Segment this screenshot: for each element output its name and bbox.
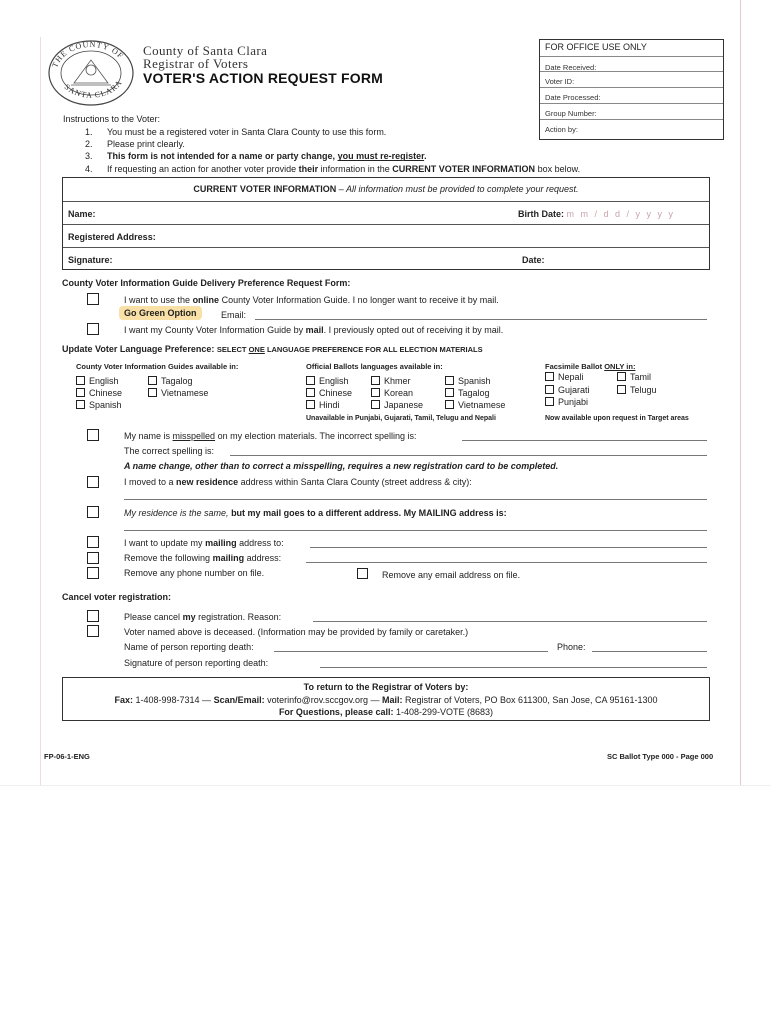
reporter-name-line[interactable] <box>274 651 548 652</box>
birth-date-field[interactable]: Birth Date: m m / d d / y y y y <box>518 209 676 219</box>
new-residence-line[interactable] <box>124 499 707 500</box>
office-row-date-processed: Date Processed: <box>540 87 723 102</box>
cancel-registration-text: Please cancel my registration. Reason: <box>124 612 282 622</box>
lang-fax-gujarati[interactable]: Gujarati <box>545 385 590 395</box>
lang-ballot-khmer[interactable]: Khmer <box>371 376 411 386</box>
office-row-voter-id: Voter ID: <box>540 71 723 86</box>
guide-languages-heading: County Voter Information Guides available in: <box>76 362 239 371</box>
online-guide-checkbox[interactable] <box>87 293 99 305</box>
date-label[interactable]: Date: <box>522 255 545 265</box>
instruction-item: 1. You must be a registered voter in Santa Clara County to use this form. <box>85 127 387 137</box>
update-mailing-checkbox[interactable] <box>87 536 99 548</box>
remove-phone-checkbox[interactable] <box>87 567 99 579</box>
form-title: VOTER'S ACTION REQUEST FORM <box>143 70 383 86</box>
mail-guide-text: I want my County Voter Information Guide by mail. I previously opted out of receiving it by mail. <box>124 325 504 335</box>
lang-ballot-hindi[interactable]: Hindi <box>306 400 340 410</box>
registered-address-label[interactable]: Registered Address: <box>68 232 156 242</box>
lang-guide-english[interactable]: English <box>76 376 119 386</box>
reporter-signature-line[interactable] <box>320 667 707 668</box>
cancel-reason-line[interactable] <box>313 621 707 622</box>
return-methods: Fax: 1-408-998-7314 — Scan/Email: voterinfo@rov.sccgov.org — Mail: Registrar of Voters, PO Box 611300, San Jose, CA 95161-1300 <box>114 695 658 705</box>
svg-text:SANTA CLARA: SANTA CLARA <box>62 77 125 100</box>
ballot-languages-note: Unavailable in Punjabi, Gujarati, Tamil, Telugu and Nepali <box>306 415 496 422</box>
update-mailing-line[interactable] <box>310 547 707 548</box>
instruction-item: 2. Please print clearly. <box>85 139 185 150</box>
lang-guide-vietnamese[interactable]: Vietnamese <box>148 388 208 398</box>
county-seal-icon <box>46 38 136 108</box>
language-heading: Update Voter Language Preference: SELECT ONE LANGUAGE PREFERENCE FOR ALL ELECTION MATERIALS <box>62 344 483 354</box>
online-guide-text: I want to use the online County Voter Information Guide. I no longer want to receive it by mail. <box>124 295 499 305</box>
moved-text: I moved to a new residence address within Santa Clara County (street address & city): <box>124 477 472 487</box>
lang-ballot-spanish[interactable]: Spanish <box>445 376 491 386</box>
lang-fax-telugu[interactable]: Telugu <box>617 385 657 395</box>
remove-phone-text: Remove any phone number on file. <box>124 568 265 578</box>
office-row-action-by: Action by: <box>540 119 723 134</box>
page-edge-left <box>40 37 41 785</box>
lang-ballot-japanese[interactable]: Japanese <box>371 400 423 410</box>
office-row-date-received: Date Received: <box>540 56 723 71</box>
lang-guide-tagalog[interactable]: Tagalog <box>148 376 193 386</box>
name-change-note: A name change, other than to correct a misspelling, requires a new registration card to be completed. <box>124 461 559 471</box>
reporter-signature-label: Signature of person reporting death: <box>124 658 269 668</box>
office-use-box <box>539 39 724 140</box>
update-mailing-text: I want to update my mailing address to: <box>124 538 284 548</box>
deceased-checkbox[interactable] <box>87 625 99 637</box>
misspelled-checkbox[interactable] <box>87 429 99 441</box>
instructions-list <box>85 126 580 175</box>
lang-ballot-korean[interactable]: Korean <box>371 388 413 398</box>
registrar-name: Registrar of Voters <box>143 56 249 71</box>
ballot-languages-heading: Official Ballots languages available in: <box>306 362 443 371</box>
lang-ballot-tagalog[interactable]: Tagalog <box>445 388 490 398</box>
svg-text:THE COUNTY OF: THE COUNTY OF <box>50 39 126 69</box>
name-label: Name: <box>68 209 96 219</box>
mailing-different-checkbox[interactable] <box>87 506 99 518</box>
phone-label: Phone: <box>557 642 586 652</box>
current-voter-info-box <box>62 177 710 270</box>
misspelled-text: My name is misspelled on my election materials. The incorrect spelling is: <box>124 431 417 441</box>
office-use-heading: FOR OFFICE USE ONLY <box>545 42 647 52</box>
page-edge-bottom <box>0 785 770 786</box>
cancel-heading: Cancel voter registration: <box>62 592 172 602</box>
remove-mailing-text: Remove the following mailing address: <box>124 553 282 563</box>
mailing-address-line[interactable] <box>124 530 707 531</box>
correct-spelling-label: The correct spelling is: <box>124 446 215 456</box>
facsimile-heading: Facsimile Ballot ONLY in: <box>545 362 636 371</box>
correct-spelling-line[interactable] <box>230 455 707 456</box>
incorrect-spelling-line[interactable] <box>462 440 707 441</box>
remove-mailing-checkbox[interactable] <box>87 552 99 564</box>
return-heading: To return to the Registrar of Voters by: <box>303 682 469 692</box>
signature-label[interactable]: Signature: <box>68 255 113 265</box>
lang-ballot-vietnamese[interactable]: Vietnamese <box>445 400 505 410</box>
lang-ballot-chinese[interactable]: Chinese <box>306 388 352 398</box>
phone-line[interactable] <box>592 651 707 652</box>
mailing-different-text: My residence is the same, but my mail goes to a different address. My MAILING address is: <box>124 508 507 518</box>
lang-fax-tamil[interactable]: Tamil <box>617 372 651 382</box>
page-edge-right <box>740 0 741 785</box>
cancel-registration-checkbox[interactable] <box>87 610 99 622</box>
return-questions: For Questions, please call: 1-408-299-VOTE (8683) <box>278 707 494 717</box>
moved-checkbox[interactable] <box>87 476 99 488</box>
return-box <box>62 677 710 721</box>
lang-ballot-english[interactable]: English <box>306 376 349 386</box>
lang-guide-chinese[interactable]: Chinese <box>76 388 122 398</box>
ballot-page-label: SC Ballot Type 000 - Page 000 <box>607 752 714 761</box>
reporter-name-label: Name of person reporting death: <box>124 642 254 652</box>
lang-fax-nepali[interactable]: Nepali <box>545 372 584 382</box>
office-row-group-number: Group Number: <box>540 103 723 118</box>
email-input-line[interactable] <box>255 319 707 320</box>
lang-guide-spanish[interactable]: Spanish <box>76 400 122 410</box>
go-green-badge: Go Green Option <box>119 306 202 320</box>
facsimile-note: Now available upon request in Target areas <box>545 415 689 422</box>
deceased-text: Voter named above is deceased. (Information may be provided by family or caretaker.) <box>124 627 469 637</box>
email-label: Email: <box>221 310 247 320</box>
remove-email-option[interactable]: Remove any email address on file. <box>357 568 520 580</box>
instruction-item: 4. If requesting an action for another voter provide their information in the CURRENT VOTER INFORMATION box below. <box>85 163 581 174</box>
instruction-item: 3. This form is not intended for a name or party change, you must re-register. <box>85 151 427 162</box>
instructions-heading: Instructions to the Voter: <box>63 114 161 124</box>
remove-mailing-line[interactable] <box>306 562 707 563</box>
county-name: County of Santa Clara <box>143 43 268 58</box>
form-id: FP-06-1-ENG <box>44 752 90 761</box>
current-voter-heading: CURRENT VOTER INFORMATION – All information must be provided to complete your request. <box>193 184 579 194</box>
lang-fax-punjabi[interactable]: Punjabi <box>545 397 588 407</box>
mail-guide-checkbox[interactable] <box>87 323 99 335</box>
guide-pref-heading: County Voter Information Guide Delivery Preference Request Form: <box>62 278 351 288</box>
